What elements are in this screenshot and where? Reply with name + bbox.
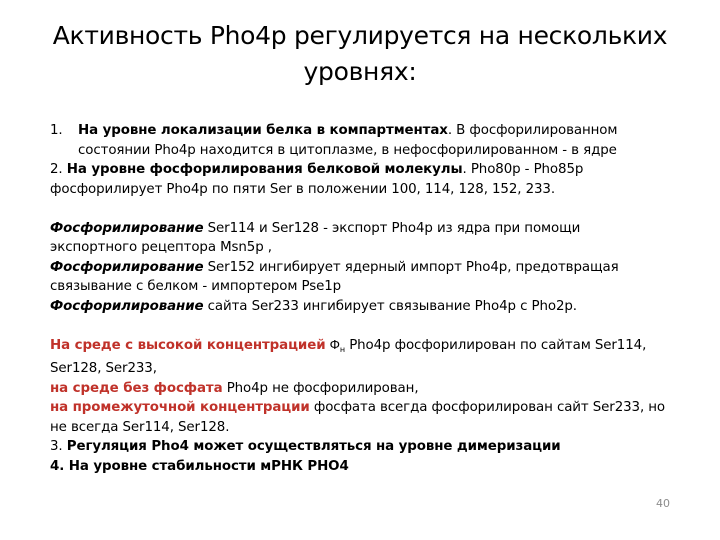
list-item-heading: На уровне локализации белка в компартментах	[78, 123, 448, 138]
phosphorylation-note-pho2p	[50, 297, 670, 317]
environment-note-none	[50, 379, 670, 399]
note-heading: Фосфорилирование	[50, 220, 204, 236]
list-item-heading: На уровне фосфорилирования белковой молекулы	[66, 162, 463, 177]
note-body: Ser114 и Ser128 - экспорт Pho4p из ядра при помощи экспортного рецептора Msn5p ,	[50, 220, 581, 255]
list-item-text	[78, 121, 670, 160]
list-item-heading: 4. На уровне стабильности мРНК PHO4	[50, 458, 349, 474]
note-body: Ser152 ингибирует ядерный импорт Pho4p, предотвращая связывание с белком - импортером Pse1p	[50, 259, 619, 294]
list-item-heading: Регуляция Pho4 может осуществляться на уровне димеризации	[66, 439, 561, 454]
slide-title-line-1: Активность Pho4p регулируется на нескольких	[52, 21, 668, 50]
list-item-phosphorylation	[50, 160, 670, 199]
list-item-number: 3.	[50, 439, 63, 454]
note-body: сайта Ser233 ингибирует связывание Pho4p с Pho2p.	[203, 298, 577, 314]
environment-note-intermediate	[50, 398, 670, 437]
note-heading: Фосфорилирование	[50, 298, 204, 314]
paragraph-spacer	[50, 316, 670, 336]
note-heading: Фосфорилирование	[50, 259, 204, 275]
phosphorylation-note-import	[50, 258, 670, 297]
note-body: фосфата всегда фосфорилирован сайт Ser233, но не всегда Ser114, Ser128.	[50, 400, 666, 435]
environment-note-high	[50, 336, 670, 379]
list-item-body: . Pho80p - Pho85p фосфорилирует Pho4p по пяти Ser в положении 100, 114, 128, 152, 233.	[50, 162, 584, 197]
note-heading-red: на среде без фосфата	[50, 380, 223, 396]
paragraph-spacer	[50, 199, 670, 219]
list-item-number: 1.	[50, 123, 63, 138]
list-item-localization	[50, 121, 670, 160]
note-body: Pho4p не фосфорилирован,	[222, 380, 419, 396]
list-item-body: . В фосфорилированном состоянии Pho4p находится в цитоплазме, в нефосфорилированном - в ядре	[78, 123, 618, 158]
list-item-number: 2.	[50, 162, 63, 177]
slide-title-line-2: уровнях:	[303, 57, 417, 86]
slide-title	[40, 18, 680, 90]
page-number: 40	[656, 497, 670, 510]
note-body: Pho4p фосфорилирован по сайтам Ser114, Ser128, Ser233,	[50, 337, 647, 376]
slide-body	[50, 121, 670, 476]
note-heading-red: На среде с высокой концентрацией	[50, 337, 326, 353]
phosphate-symbol: Ф	[329, 337, 340, 352]
note-heading-red: на промежуточной концентрации	[50, 400, 310, 415]
list-item-mrna-stability	[50, 457, 670, 477]
list-item-dimerization	[50, 437, 670, 457]
phosphate-subscript: н	[339, 344, 346, 354]
phosphorylation-note-export	[50, 219, 670, 258]
